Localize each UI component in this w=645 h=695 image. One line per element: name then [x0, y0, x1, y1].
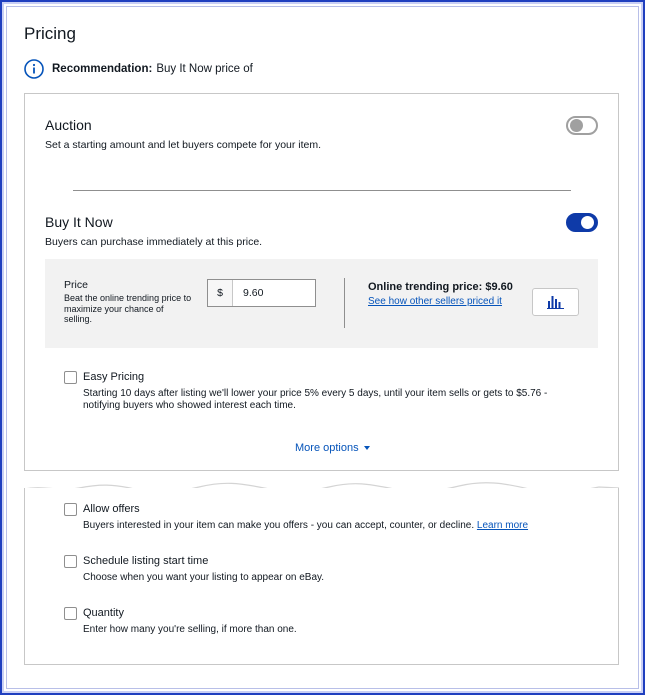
vertical-separator — [344, 278, 345, 328]
price-input[interactable] — [233, 280, 315, 306]
price-help-text: Beat the online trending price to maximize your chance of selling. — [64, 293, 192, 324]
schedule-checkbox[interactable] — [64, 555, 77, 568]
caret-down-icon — [364, 446, 370, 450]
info-icon — [24, 59, 44, 79]
quantity-checkbox[interactable] — [64, 607, 77, 620]
recommendation-row — [24, 59, 253, 79]
toggle-knob — [570, 119, 583, 132]
easy-pricing-title: Easy Pricing — [83, 371, 145, 383]
easy-pricing-checkbox[interactable] — [64, 371, 77, 384]
auction-toggle[interactable] — [566, 116, 598, 135]
learn-more-link[interactable]: Learn more — [476, 520, 529, 531]
schedule-description: Choose when you want your listing to appear on eBay. — [83, 572, 325, 583]
easy-pricing-line-2: notifying buyers who showed interest each time. — [83, 400, 296, 411]
auction-title: Auction — [45, 117, 92, 133]
bar-chart-icon — [547, 295, 565, 309]
price-field — [207, 279, 316, 307]
quantity-description: Enter how many you're selling, if more than one. — [83, 624, 297, 635]
page-title: Pricing — [24, 24, 76, 43]
toggle-knob — [581, 216, 594, 229]
easy-pricing-line-1: Starting 10 days after listing we'll lower your price 5% every 5 days, until your item sells or gets to $5.76 - — [83, 388, 548, 399]
allow-offers-checkbox[interactable] — [64, 503, 77, 516]
buy-it-now-toggle[interactable] — [566, 213, 598, 232]
listing-options-card — [24, 488, 619, 665]
buy-it-now-description: Buyers can purchase immediately at this price. — [45, 236, 263, 248]
allow-offers-title: Allow offers — [83, 503, 140, 515]
recommendation-label: Recommendation: — [52, 63, 153, 75]
allow-offers-description-row — [83, 520, 528, 532]
auction-description: Set a starting amount and let buyers compete for your item. — [45, 139, 322, 151]
recommendation-text: Buy It Now price of — [156, 63, 253, 75]
trending-price: Online trending price: $9.60 — [368, 281, 513, 293]
price-label: Price — [64, 279, 88, 291]
pricing-format-card — [24, 93, 619, 471]
currency-symbol: $ — [208, 280, 233, 306]
section-divider — [73, 190, 571, 191]
allow-offers-description: Buyers interested in your item can make you offers - you can accept, counter, or decline. — [83, 520, 475, 531]
easy-pricing-description — [83, 388, 547, 412]
more-options-label: More options — [295, 442, 359, 454]
more-options-button[interactable] — [295, 442, 370, 454]
price-panel — [45, 259, 598, 348]
see-other-sellers-link[interactable]: See how other sellers priced it — [368, 296, 502, 307]
quantity-title: Quantity — [83, 607, 124, 619]
schedule-title: Schedule listing start time — [83, 555, 209, 567]
price-chart-button[interactable] — [532, 288, 579, 316]
buy-it-now-title: Buy It Now — [45, 214, 113, 230]
